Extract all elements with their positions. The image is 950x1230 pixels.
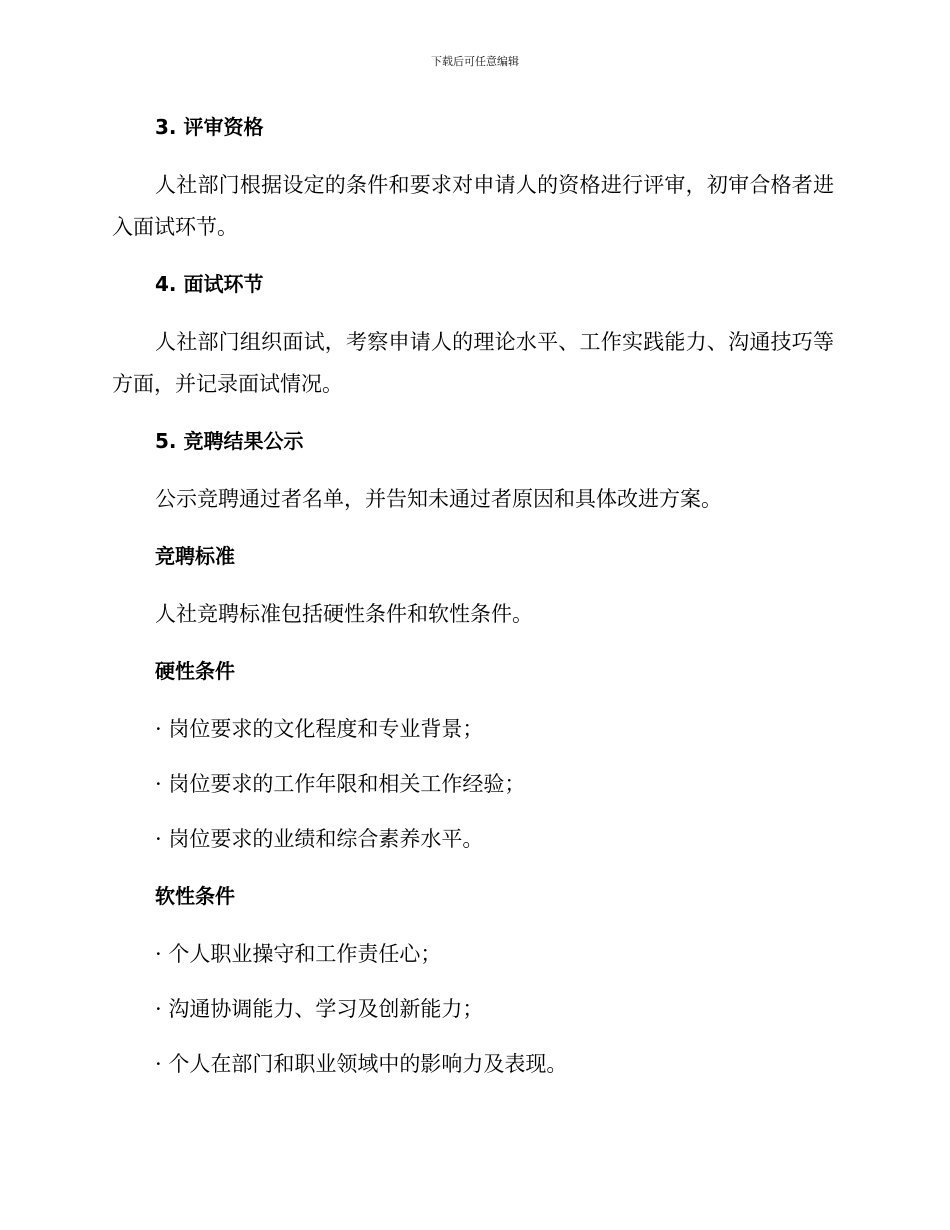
section-body-standards: 人社竞聘标准包括硬性条件和软性条件。	[155, 602, 533, 626]
document-body	[112, 109, 834, 1085]
section-heading-interview: 4. 面试环节	[155, 272, 264, 296]
section-heading-review: 3. 评审资格	[155, 115, 264, 139]
list-item: · 个人在部门和职业领域中的影响力及表现。	[155, 1052, 568, 1076]
section-body-interview: 人社部门组织面试，考察申请人的理论水平、工作实践能力、沟通技巧等方面，并记录面试情况。	[112, 330, 834, 396]
list-item: · 个人职业操守和工作责任心；	[155, 942, 442, 966]
section-body-publicity: 公示竞聘通过者名单，并告知未通过者原因和具体改进方案。	[155, 487, 722, 511]
section-heading-soft-conditions: 软性条件	[155, 884, 235, 908]
list-item: · 岗位要求的业绩和综合素养水平。	[155, 827, 484, 851]
section-heading-publicity: 5. 竞聘结果公示	[155, 429, 304, 453]
list-item: · 沟通协调能力、学习及创新能力；	[155, 997, 484, 1021]
section-body-review: 人社部门根据设定的条件和要求对申请人的资格进行评审，初审合格者进入面试环节。	[112, 173, 834, 239]
section-heading-hard-conditions: 硬性条件	[155, 659, 235, 683]
list-item: · 岗位要求的工作年限和相关工作经验；	[155, 772, 526, 796]
list-item: · 岗位要求的文化程度和专业背景；	[155, 717, 484, 741]
page-header: 下载后可任意编辑	[431, 55, 519, 68]
section-heading-standards: 竞聘标准	[155, 544, 235, 568]
